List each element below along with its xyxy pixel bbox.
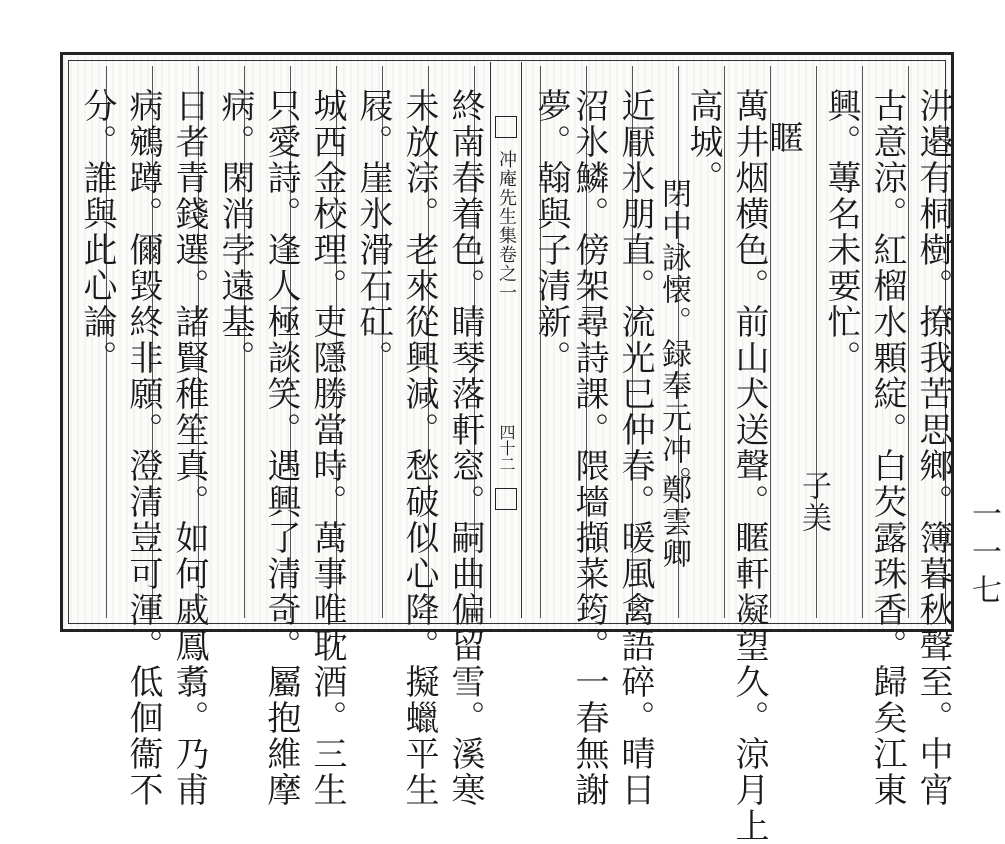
text-column: 病。閑消孛遠基。 <box>215 88 255 376</box>
centre-page-number: 四十二 <box>497 424 516 472</box>
text-column: 高城。 <box>683 88 723 196</box>
text-column: 近厭氷朋直。流光巳仲春。暖風禽語碎。晴日 <box>615 88 655 808</box>
text-column: 分。誰與此心論。 <box>77 88 117 376</box>
text-column: 汫邉有桐樹。撩我苦思鄉。簿暮秋聲至。中宵 <box>913 88 953 808</box>
author-name: 子美 <box>796 470 831 534</box>
fish-tail-lower <box>495 488 517 510</box>
text-column: 沼氷鱗。傍架尋詩課。隈墻擷菜筠。一春無謝 <box>569 88 609 808</box>
poem-title: 閉中詠懐。録奉元冲。 <box>656 178 691 498</box>
text-column: 只愛詩。逢人極談笑。遇興了清奇。屬抱維摩 <box>261 88 301 808</box>
text-column: 古意涼。紅榴水顆綻。白芡露珠香。歸矣江東 <box>867 88 907 808</box>
text-column: 興。蓴名未要忙。 <box>821 88 861 376</box>
text-column: 夢。翰與子清新。 <box>531 88 571 376</box>
author-name: 鄭雲卿 <box>656 474 691 570</box>
centre-band <box>490 62 522 618</box>
text-column: 屐。崖氷滑石矼。 <box>353 88 393 376</box>
text-column: 未放淙。老來從興減。愁破似心降。擬蠟平生 <box>399 88 439 808</box>
text-column: 終南春着色。睛琴落軒窓。嗣曲偏留雪。溪寒 <box>445 88 485 808</box>
poem-title: 䁥 <box>763 120 803 156</box>
text-column: 萬井烟横色。前山犬送聲。䁥軒凝望久。涼月上 <box>729 88 769 844</box>
margin-page-number: 一一七 <box>966 498 1001 612</box>
centre-title: 冲庵先生集卷之一 <box>496 150 517 302</box>
column-rule <box>816 66 817 618</box>
text-column: 日者青錢選。諸賢稚笙真。如何戚鳳翥。乃甫 <box>169 88 209 808</box>
text-column: 城西金校理。吏隱勝當時。萬事唯耽酒。三生 <box>307 88 347 808</box>
fish-tail-upper <box>495 116 517 138</box>
text-column: 病鵷蹲。儞毀終非願。澄清豈可渾。低佪衞不 <box>123 88 163 808</box>
